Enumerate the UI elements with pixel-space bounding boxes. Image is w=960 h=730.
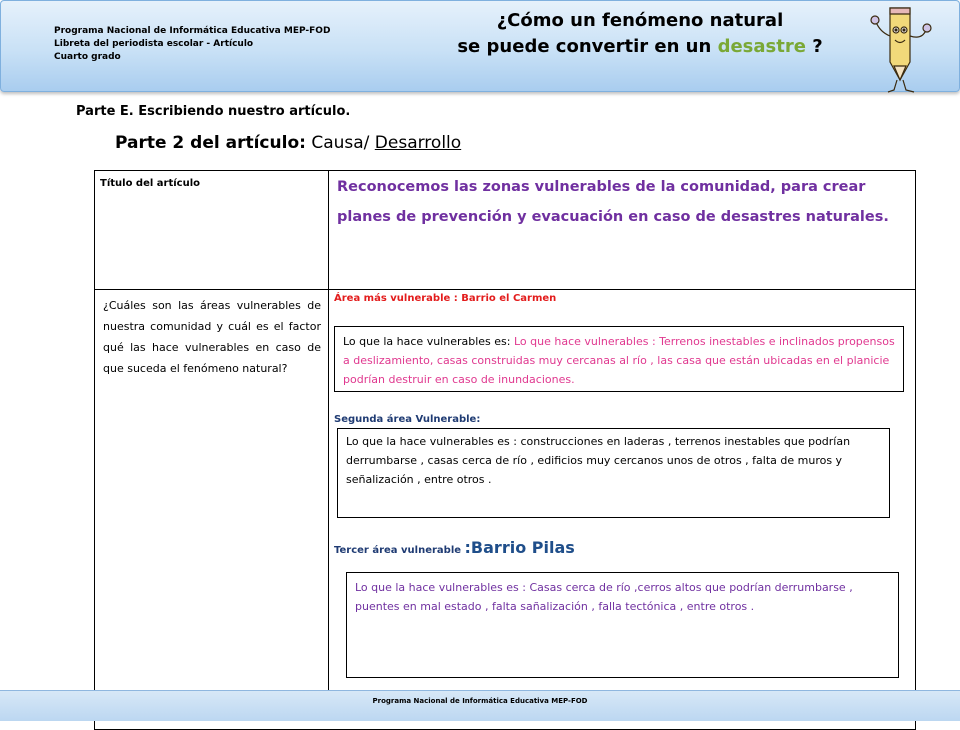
grade-label: Cuarto grado	[54, 52, 121, 62]
subsection-bold: Parte 2 del artículo:	[115, 133, 306, 153]
area3-name: :Barrio Pilas	[464, 538, 575, 557]
area3-label-text: Tercer área vulnerable	[334, 545, 465, 556]
area1-box-prefix: Lo que la hace vulnerables es:	[343, 335, 514, 348]
subsection-heading	[115, 133, 461, 153]
subsection-plain: Causa/	[305, 133, 375, 153]
footer-text: Programa Nacional de Informática Educativa MEP-FOD	[372, 697, 588, 705]
title-line2-post: ?	[805, 36, 823, 57]
title-line2-pre: se puede convertir en un	[457, 36, 718, 57]
area1-box-text: Lo que hace vulnerables : Terrenos inestables e inclinados propensos a deslizamiento, casas construidas muy cercanas al río , las casa que están ubicadas en el planicie podrían destruir en caso de inundaciones.	[343, 335, 895, 386]
notebook-name: Libreta del periodista escolar - Artículo	[54, 39, 254, 49]
question-cell: ¿Cuáles son las áreas vulnerables de nuestra comunidad y cuál es el factor qué las hace vulnerables en caso de que suceda el fenómeno natural?	[103, 299, 321, 375]
title-line2	[430, 34, 850, 60]
program-name: Programa Nacional de Informática Educativa MEP-FOD	[54, 26, 331, 36]
title-line1: ¿Cómo un fenómeno natural	[496, 10, 784, 31]
title-label-cell: Título del artículo	[100, 178, 201, 189]
area3-box: Lo que la hace vulnerables es : Casas cerca de río ,cerros altos que podrían derrumbarse , puentes en mal estado , falta sañalización , falla tectónica , entre otros .	[346, 572, 899, 678]
area1-box	[334, 326, 904, 392]
section-heading: Parte E. Escribiendo nuestro artículo.	[76, 104, 351, 119]
area3-label	[334, 538, 575, 557]
table-row-divider	[94, 289, 916, 290]
page-title	[430, 8, 850, 60]
header-info	[54, 25, 330, 64]
area2-label: Segunda área Vulnerable:	[334, 414, 481, 425]
title-highlight: desastre	[717, 36, 806, 57]
footer-band	[0, 690, 960, 721]
article-title-cell: Reconocemos las zonas vulnerables de la comunidad, para crear planes de prevención y evacuación en caso de desastres naturales.	[337, 179, 889, 225]
table-column-divider	[328, 170, 329, 720]
area2-box: Lo que la hace vulnerables es : construcciones en laderas , terrenos inestables que podrían derrumbarse , casas cerca de río , edificios muy cercanos unos de otros , falta de muros y señalización , entre otros .	[337, 428, 890, 518]
pencil-character-icon	[860, 0, 940, 95]
area1-label: Área más vulnerable : Barrio el Carmen	[334, 293, 557, 304]
subsection-underline: Desarrollo	[374, 133, 462, 153]
